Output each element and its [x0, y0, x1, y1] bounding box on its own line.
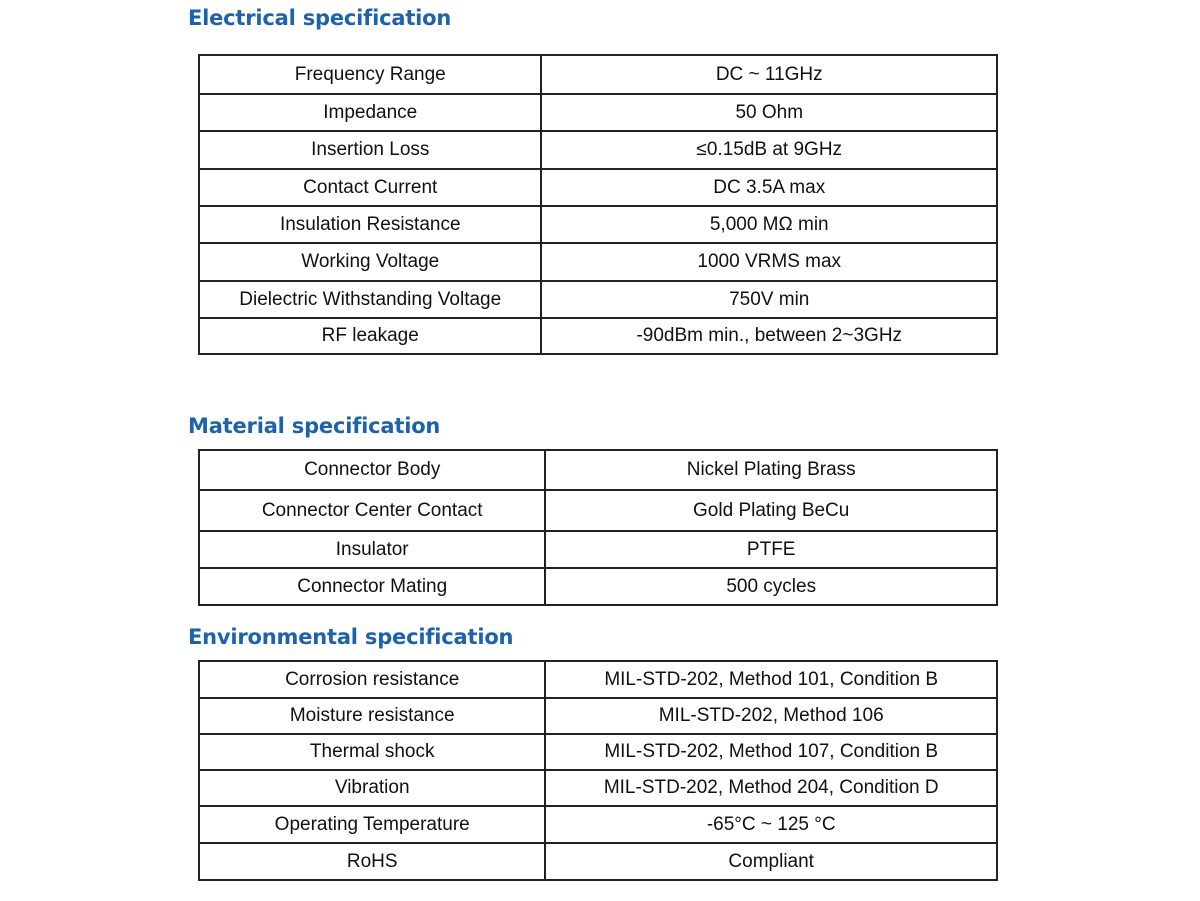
- spec-label: Insulation Resistance: [199, 206, 541, 243]
- environmental-specification-heading: Environmental specification: [188, 625, 514, 649]
- table-row: [199, 661, 997, 698]
- spec-label: Impedance: [199, 94, 541, 131]
- spec-label: Connector Mating: [199, 568, 545, 605]
- spec-label: RoHS: [199, 843, 545, 880]
- table-row: [199, 243, 997, 281]
- table-row: [199, 55, 997, 94]
- spec-value: MIL-STD-202, Method 204, Condition D: [545, 770, 997, 806]
- table-row: [199, 843, 997, 880]
- table-row: [199, 206, 997, 243]
- spec-label: Dielectric Withstanding Voltage: [199, 281, 541, 318]
- spec-value: 50 Ohm: [541, 94, 997, 131]
- spec-label: Working Voltage: [199, 243, 541, 281]
- spec-label: RF leakage: [199, 318, 541, 354]
- spec-value: 1000 VRMS max: [541, 243, 997, 281]
- spec-label: Moisture resistance: [199, 698, 545, 734]
- spec-value: Compliant: [545, 843, 997, 880]
- material-specification-heading: Material specification: [188, 414, 441, 438]
- table-row: [199, 318, 997, 354]
- spec-label: Operating Temperature: [199, 806, 545, 843]
- spec-value: Nickel Plating Brass: [545, 450, 997, 490]
- table-row: [199, 490, 997, 531]
- table-row: [199, 131, 997, 169]
- spec-label: Thermal shock: [199, 734, 545, 770]
- spec-label: Insertion Loss: [199, 131, 541, 169]
- table-row: [199, 770, 997, 806]
- spec-value: DC 3.5A max: [541, 169, 997, 206]
- table-row: [199, 169, 997, 206]
- electrical-specification-heading: Electrical specification: [188, 6, 452, 30]
- spec-value: -65°C ~ 125 °C: [545, 806, 997, 843]
- table-row: [199, 531, 997, 568]
- material-specification-table: [198, 449, 998, 606]
- spec-value: MIL-STD-202, Method 101, Condition B: [545, 661, 997, 698]
- spec-label: Connector Body: [199, 450, 545, 490]
- spec-label: Connector Center Contact: [199, 490, 545, 531]
- spec-value: 500 cycles: [545, 568, 997, 605]
- table-row: [199, 281, 997, 318]
- table-row: [199, 94, 997, 131]
- spec-value: MIL-STD-202, Method 106: [545, 698, 997, 734]
- table-row: [199, 450, 997, 490]
- spec-value: PTFE: [545, 531, 997, 568]
- electrical-specification-table: [198, 54, 998, 355]
- spec-value: Gold Plating BeCu: [545, 490, 997, 531]
- environmental-specification-table: [198, 660, 998, 881]
- spec-value: -90dBm min., between 2~3GHz: [541, 318, 997, 354]
- table-row: [199, 568, 997, 605]
- table-row: [199, 734, 997, 770]
- spec-label: Insulator: [199, 531, 545, 568]
- spec-label: Corrosion resistance: [199, 661, 545, 698]
- spec-label: Contact Current: [199, 169, 541, 206]
- spec-value: 5,000 MΩ min: [541, 206, 997, 243]
- spec-value: 750V min: [541, 281, 997, 318]
- spec-label: Vibration: [199, 770, 545, 806]
- spec-label: Frequency Range: [199, 55, 541, 94]
- table-row: [199, 698, 997, 734]
- spec-value: DC ~ 11GHz: [541, 55, 997, 94]
- spec-value: ≤0.15dB at 9GHz: [541, 131, 997, 169]
- table-row: [199, 806, 997, 843]
- spec-value: MIL-STD-202, Method 107, Condition B: [545, 734, 997, 770]
